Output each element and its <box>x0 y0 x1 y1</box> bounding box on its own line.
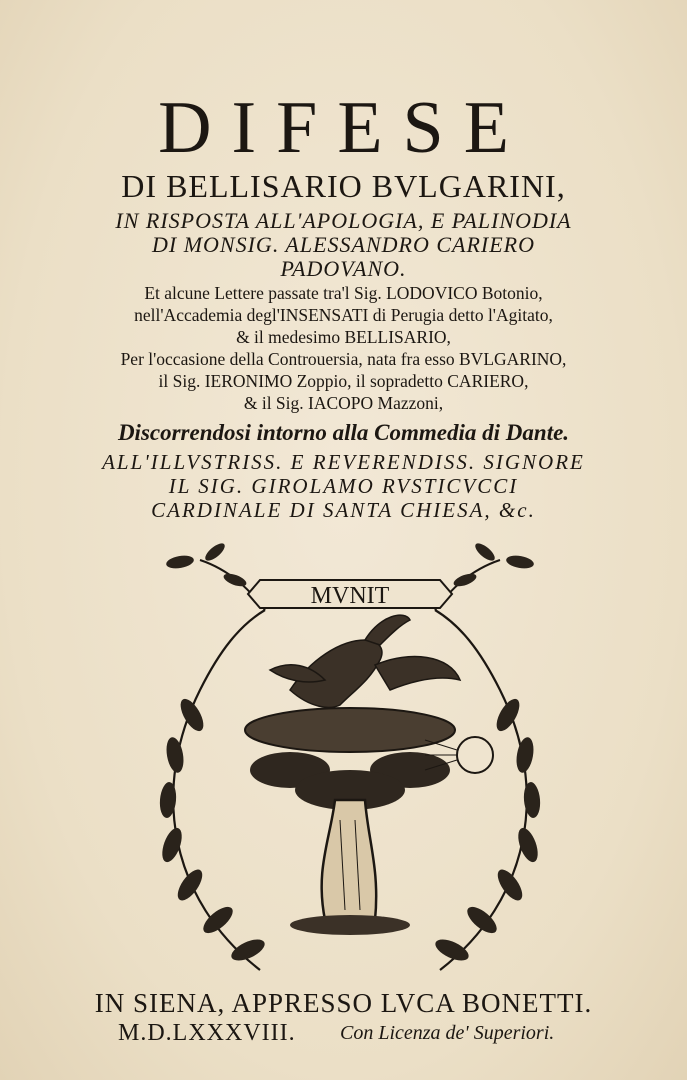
license-note: Con Licenza de' Superiori. <box>340 1022 555 1044</box>
tree-trunk-icon <box>322 800 377 920</box>
author-line: DI BELLISARIO BVLGARINI, <box>121 168 566 204</box>
body-line: Per l'occasione della Controuersia, nata fra esso BVLGARINO, <box>120 349 567 369</box>
wind-head-icon <box>457 737 493 773</box>
body-line: & il Sig. IACOPO Mazzoni, <box>243 393 444 413</box>
publication-date: M.D.LXXXVIII. <box>118 1020 296 1046</box>
imprint-line: IN SIENA, APPRESSO LVCA BONETTI. <box>94 988 593 1018</box>
dedication-line: CARDINALE DI SANTA CHIESA, &c. <box>151 498 536 522</box>
discourse-line: Discorrendosi intorno alla Commedia di Dante. <box>117 420 570 445</box>
dedication-line: ALL'ILLVSTRISS. E REVERENDISS. SIGNORE <box>102 450 585 474</box>
book-title: DIFESE <box>158 87 529 169</box>
body-line: Et alcune Lettere passate tra'l Sig. LODOVICO Botonio, <box>144 283 543 303</box>
printers-device-woodcut <box>140 540 560 980</box>
nest-icon <box>245 708 455 752</box>
device-motto: MVNIT <box>310 583 390 609</box>
subtitle-line: DI MONSIG. ALESSANDRO CARIERO <box>152 232 535 257</box>
bird-icon <box>270 615 460 707</box>
body-line: & il medesimo BELLISARIO, <box>236 327 451 347</box>
body-line: nell'Accademia degl'INSENSATI di Perugia detto l'Agitato, <box>134 305 553 325</box>
dedication-line: IL SIG. GIROLAMO RVSTICVCCI <box>168 474 519 498</box>
body-line: il Sig. IERONIMO Zoppio, il sopradetto CARIERO, <box>158 371 529 391</box>
subtitle-line: PADOVANO. <box>280 256 407 281</box>
subtitle-line: IN RISPOSTA ALL'APOLOGIA, E PALINODIA <box>115 208 572 233</box>
